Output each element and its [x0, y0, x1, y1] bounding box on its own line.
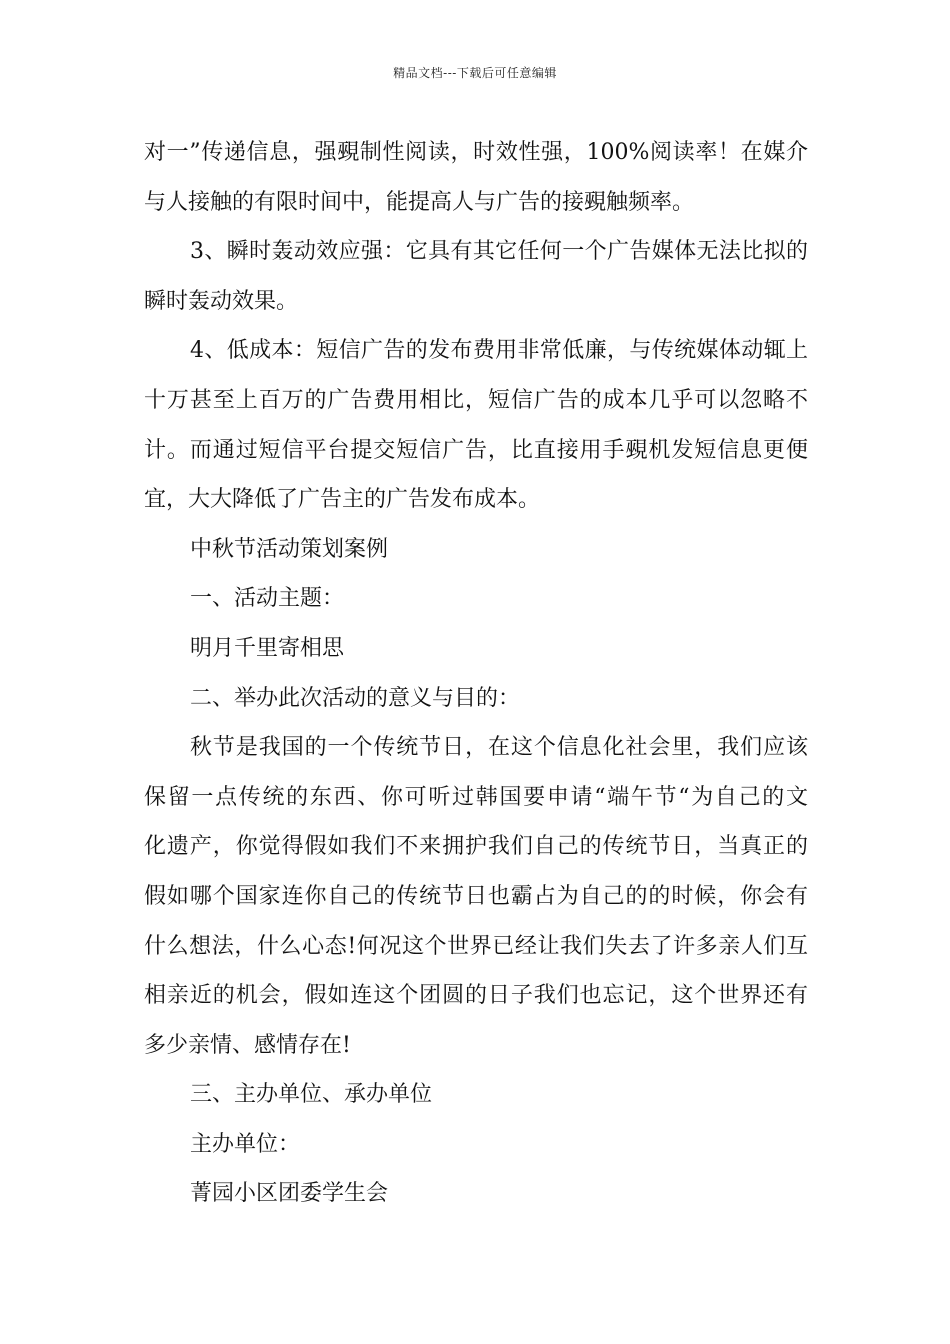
document-body — [144, 128, 808, 1219]
paragraph-line: 秋节是我国的一个传统节日，在这个信息化社会里，我们应该 — [190, 735, 808, 761]
paragraph-line: 相亲近的机会，假如连这个团圆的日子我们也忘记，这个世界还有 — [144, 983, 808, 1009]
paragraph-line: 什么想法，什么心态!何况这个世界已经让我们失去了许多亲人们互 — [144, 933, 808, 959]
paragraph-line: 对一”传递信息，强覡制性阅读，时效性强，100%阅读率！在媒介 — [144, 140, 808, 165]
paragraph-line: 主办单位： — [190, 1131, 301, 1157]
section-heading: 二、举办此次活动的意义与目的： — [190, 685, 521, 711]
paragraph-line: 十万甚至上百万的广告费用相比，短信广告的成本几乎可以忽略不 — [144, 387, 808, 413]
section-title: 中秋节活动策划案例 — [190, 536, 389, 562]
paragraph-line: 多少亲情、感情存在! — [144, 1032, 351, 1058]
paragraph-line: 菁园小区团委学生会 — [190, 1181, 389, 1207]
paragraph-line: 化遗产，你觉得假如我们不来拥护我们自己的传统节日，当真正的 — [144, 834, 808, 860]
section-heading: 三、主办单位、承办单位 — [190, 1082, 433, 1108]
paragraph-line: 假如哪个国家连你自己的传统节日也霸占为自己的的时候，你会有 — [144, 883, 808, 909]
paragraph-line: 4、低成本：短信广告的发布费用非常低廉，与传统媒体动辄上 — [190, 338, 808, 364]
paragraph-line: 保留一点传统的东西、你可听过韩国要申请“端午节“为自己的文 — [144, 784, 808, 810]
paragraph-line: 3、瞬时轰动效应强：它具有其它任何一个广告媒体无法比拟的 — [190, 239, 808, 265]
paragraph-line: 瞬时轰动效果。 — [144, 288, 299, 314]
paragraph-line: 与人接触的有限时间中，能提高人与广告的接覡触频率。 — [144, 189, 695, 215]
paragraph-line: 计。而通过短信平台提交短信广告，比直接用手覡机发短信息更便 — [144, 437, 808, 463]
section-heading: 一、活动主题： — [190, 586, 345, 612]
page-header: 精品文档---下载后可任意编辑 — [393, 66, 557, 80]
paragraph-line: 明月千里寄相思 — [190, 635, 345, 661]
paragraph-line: 宜，大大降低了广告主的广告发布成本。 — [144, 487, 541, 513]
